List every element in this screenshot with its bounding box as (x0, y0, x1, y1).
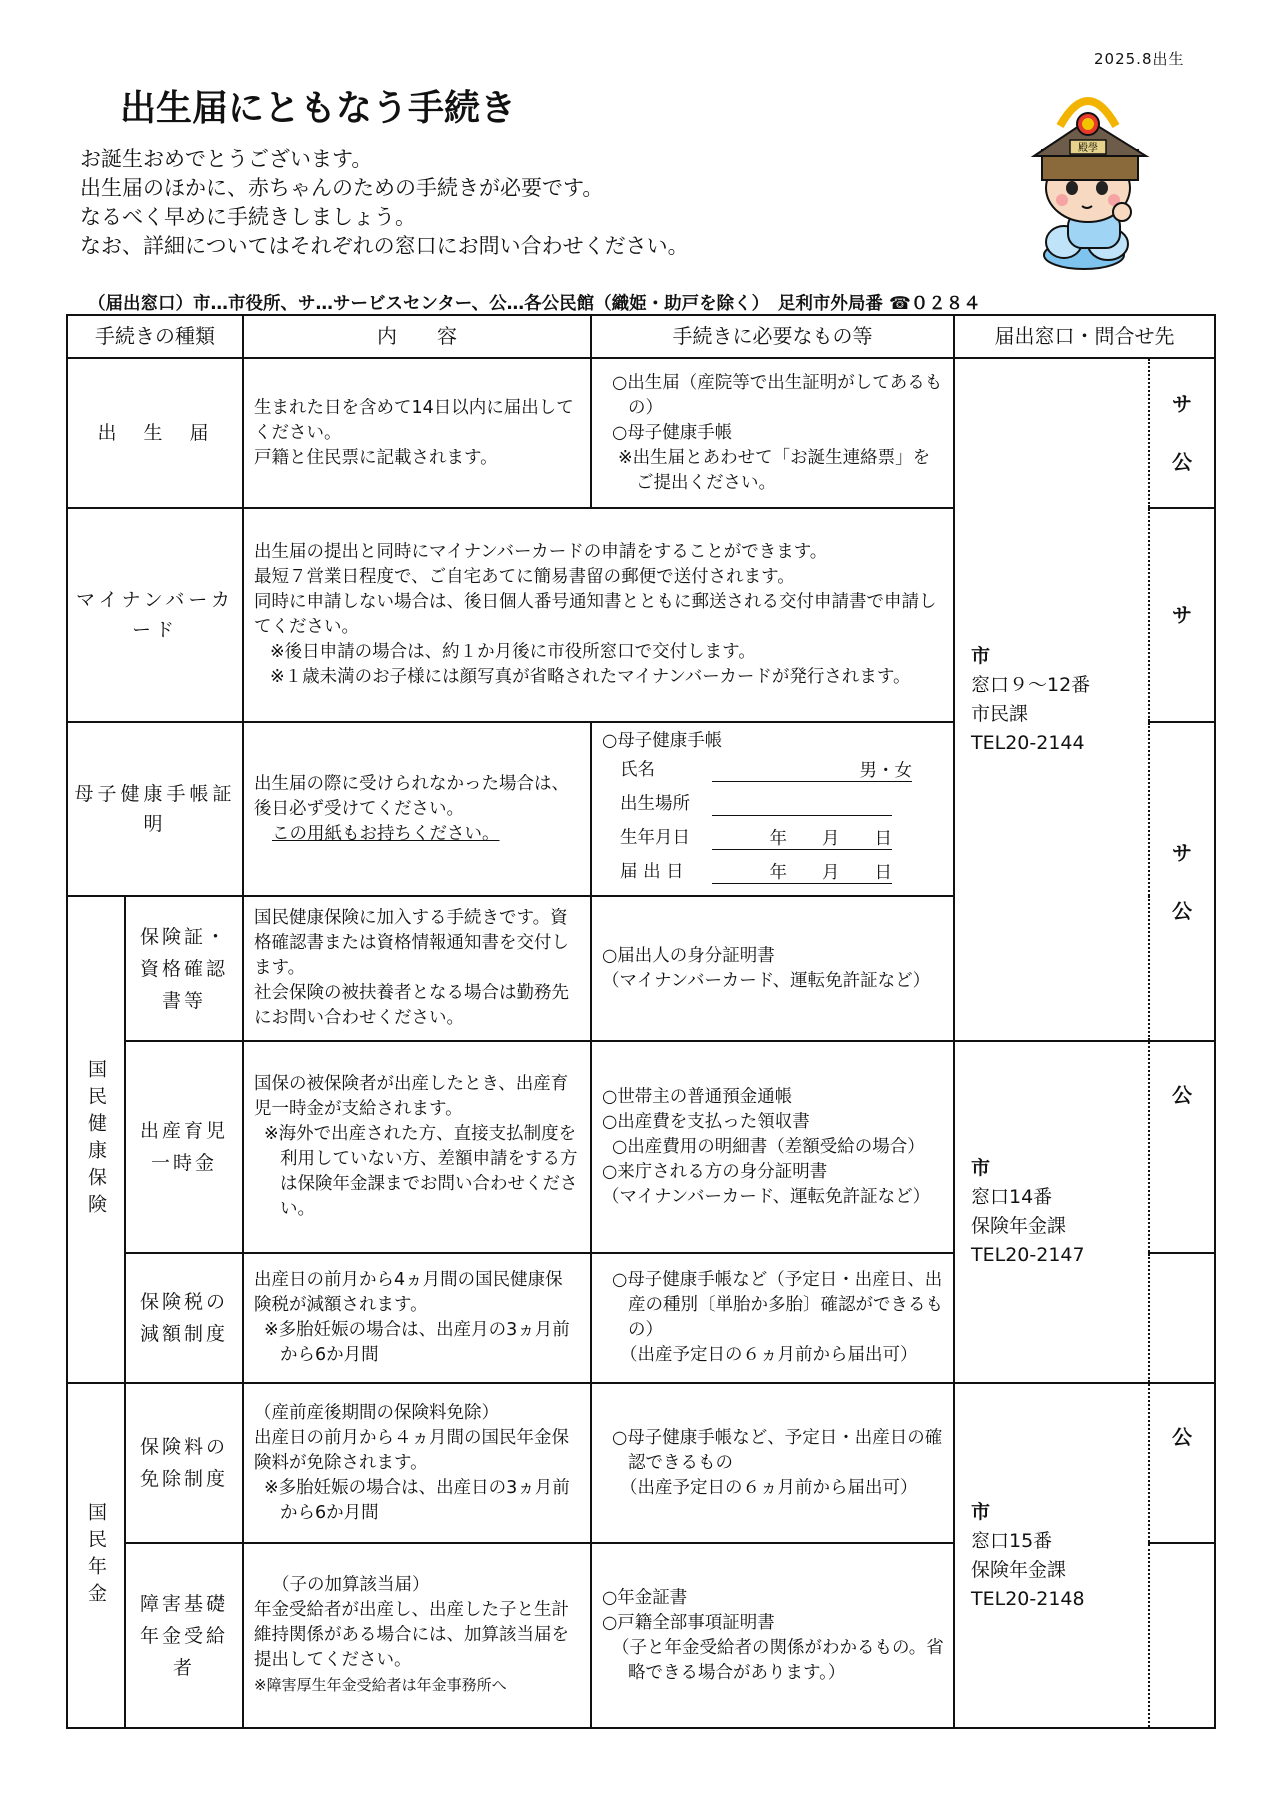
needs-line: ○届出人の身分証明書 (602, 945, 775, 966)
intro-line: お誕生おめでとうございます。 (80, 147, 373, 171)
header-needs: 手続きに必要なもの等 (591, 315, 954, 358)
procedures-table (66, 314, 1216, 1729)
office-line: 市民課 (971, 702, 1029, 725)
content-boshi (243, 722, 591, 896)
needs-shogai (591, 1543, 954, 1728)
field-value: 年 月 日 (712, 827, 892, 850)
needs-line: （マイナンバーカード、運転免許証など） (602, 1186, 931, 1207)
content-line: 社会保険の被扶養者となる場合は勤務先にお問い合わせください。 (254, 983, 569, 1028)
header-content: 内 容 (243, 315, 591, 358)
content-line: 出産日の前月から4ヵ月間の国民健康保険税が減額されます。 (254, 1270, 563, 1315)
content-line: ※海外で出産された方、直接支払制度を利用していない方、差額申請をする方は保険年金課までお問い合わせください。 (264, 1124, 578, 1219)
needs-line: （マイナンバーカード、運転免許証など） (602, 970, 931, 991)
office-line: 窓口14番 (971, 1186, 1053, 1208)
content-line: （産前産後期間の保険料免除） (254, 1402, 499, 1423)
field-label: 氏名 (620, 760, 655, 780)
header-type: 手続きの種類 (67, 315, 243, 358)
group-nenkin: 国民年金 (67, 1383, 125, 1728)
needs-line: （出産予定日の６ヵ月前から届出可） (620, 1345, 918, 1365)
field-value: 年 月 日 (712, 861, 892, 884)
needs-line: ○来庁される方の身分証明書 (602, 1161, 828, 1182)
content-mynumber (243, 508, 954, 722)
table-row (67, 1383, 1215, 1543)
content-line: 年金受給者が出産し、出産した子と生計維持関係がある場合には、加算該当届を提出してください。 (254, 1600, 569, 1670)
intro-line: なるべく早めに手続きしましょう。 (80, 205, 416, 229)
needs-line: ○出産費を支払った領収書 (602, 1111, 810, 1132)
form-field-name (602, 754, 945, 788)
office-name: 市 (971, 1157, 991, 1179)
badges-birth (1149, 358, 1215, 508)
content-line: 国民健康保険に加入する手続きです。資格確認書または資格情報通知書を交付します。 (254, 908, 569, 978)
office-legend: （届出窓口）市…市役所、サ…サービスセンター、公…各公民館（織姫・助戸を除く） 足利市外局番 ☎０２８４ (88, 294, 981, 314)
type-ikuji: 出産育児一時金 (125, 1041, 243, 1253)
content-line: 生まれた日を含めて14日以内に届出してください。 (254, 397, 574, 443)
intro-text (80, 145, 689, 261)
office-name: 市 (971, 644, 991, 667)
office-hoken-15 (954, 1383, 1149, 1728)
content-line: 最短７営業日程度で、ご自宅あてに簡易書留の郵便で送付されます。 (254, 567, 795, 587)
window-badge: 公 (1172, 450, 1192, 474)
needs-birth (591, 358, 954, 508)
badges-mynumber (1149, 508, 1215, 722)
content-line: ※障害厚生年金受給者は年金事務所へ (254, 1676, 507, 1694)
office-name: 市 (971, 1500, 991, 1523)
type-hoken-card: 保険証・資格確認書等 (125, 896, 243, 1041)
type-mynumber: マイナンバーカード (67, 508, 243, 722)
type-boshi: 母子健康手帳証 明 (67, 722, 243, 896)
content-line: 同時に申請しない場合は、後日個人番号通知書とともに郵送される交付申請書で申請してください。 (254, 592, 937, 637)
needs-line: ○出生届（産院等で出生証明がしてあるもの） (612, 372, 943, 418)
content-line: （子の加算該当届） (272, 1575, 430, 1595)
group-kokuho: 国民健康保険 (67, 896, 125, 1383)
content-line: ※１歳未満のお子様には顔写真が省略されたマイナンバーカードが発行されます。 (270, 667, 911, 687)
content-line: 出産日の前月から４ヵ月間の国民年金保険料が免除されます。 (254, 1427, 569, 1473)
needs-line: ○母子健康手帳 (612, 422, 733, 443)
content-line: 戸籍と住民票に記載されます。 (254, 447, 498, 468)
type-hokenryo: 保険料の免除制度 (125, 1383, 243, 1543)
window-badge: サ (1172, 840, 1192, 865)
field-label: 出生場所 (620, 794, 690, 814)
content-hokenzei (243, 1253, 591, 1383)
mascot-illustration (1030, 80, 1170, 270)
needs-line: ○母子健康手帳 (602, 730, 723, 751)
document-code: 2025.8出生 (1094, 50, 1185, 68)
window-badge: 公 (1172, 1083, 1192, 1107)
needs-boshi (591, 722, 954, 896)
badges-ikuji (1149, 1041, 1215, 1253)
office-line: TEL20-2144 (971, 731, 1085, 754)
needs-line: ○年金証書 (602, 1587, 688, 1608)
office-line: TEL20-2147 (971, 1244, 1085, 1266)
header-office: 届出窓口・問合せ先 (954, 315, 1215, 358)
type-birth: 出 生 届 (67, 358, 243, 508)
content-hoken-card (243, 896, 591, 1041)
needs-line: ○母子健康手帳など（予定日・出産日、出産の種別〔単胎か多胎〕確認ができるもの） (612, 1270, 943, 1340)
intro-line: なお、詳細についてはそれぞれの窓口にお問い合わせください。 (80, 234, 689, 258)
field-value: 男・女 (712, 759, 912, 782)
content-ikuji (243, 1041, 591, 1253)
office-hoken-14 (954, 1041, 1149, 1383)
office-line: 窓口15番 (971, 1529, 1053, 1552)
badges-shogai-empty (1149, 1543, 1215, 1728)
needs-line: （子と年金受給者の関係がわかるもの。省略できる場合があります。） (612, 1637, 944, 1683)
office-shimin (954, 358, 1149, 1041)
form-field-birthdate (602, 822, 945, 856)
badges-hokenryo (1149, 1383, 1215, 1543)
content-line: ※後日申請の場合は、約１か月後に市役所窓口で交付します。 (270, 642, 756, 662)
header-row (67, 315, 1215, 358)
needs-hokenryo (591, 1383, 954, 1543)
needs-ikuji (591, 1041, 954, 1253)
needs-line: ○出産費用の明細書（差額受給の場合） (612, 1136, 925, 1157)
content-birth (243, 358, 591, 508)
form-field-birthplace (602, 788, 945, 822)
content-line: 出生届の提出と同時にマイナンバーカードの申請をすることができます。 (254, 542, 828, 562)
page-title: 出生届にともなう手続き (120, 88, 517, 129)
form-field-filingdate (602, 856, 945, 890)
needs-line: ○母子健康手帳など、予定日・出産日の確認できるもの (612, 1427, 943, 1473)
content-line: この用紙もお持ちください。 (272, 823, 500, 844)
content-line: ※多胎妊娠の場合は、出産月の3ヵ月前から6か月間 (264, 1320, 570, 1365)
needs-line: ○世帯主の普通預金通帳 (602, 1086, 793, 1107)
needs-line: ※出生届とあわせて「お誕生連絡票」をご提出ください。 (618, 447, 931, 493)
badges-boshi (1149, 722, 1215, 1041)
window-badge: サ (1172, 392, 1192, 416)
window-badge: 公 (1172, 1425, 1192, 1449)
type-shogai: 障害基礎年金受給者 (125, 1543, 243, 1728)
office-line: TEL20-2148 (971, 1587, 1085, 1610)
content-hokenryo (243, 1383, 591, 1543)
field-label: 生年月日 (620, 828, 690, 848)
field-value (712, 793, 892, 816)
badges-hokenzei-empty (1149, 1253, 1215, 1383)
needs-line: （出産予定日の６ヵ月前から届出可） (620, 1477, 918, 1498)
content-line: ※多胎妊娠の場合は、出産日の3ヵ月前から6か月間 (264, 1477, 570, 1523)
window-badge: サ (1172, 603, 1192, 627)
office-line: 保険年金課 (971, 1215, 1067, 1237)
office-line: 窓口９～12番 (971, 673, 1091, 696)
window-badge: 公 (1172, 898, 1192, 923)
intro-line: 出生届のほかに、赤ちゃんのための手続きが必要です。 (80, 176, 604, 200)
content-line: 出生届の際に受けられなかった場合は、後日必ず受けてください。 (254, 773, 569, 819)
table-row (67, 1041, 1215, 1253)
needs-hoken-card (591, 896, 954, 1041)
needs-hokenzei (591, 1253, 954, 1383)
svg-text:殿學: 殿學 (1078, 143, 1098, 154)
table-row (67, 358, 1215, 508)
office-line: 保険年金課 (971, 1558, 1067, 1581)
needs-line: ○戸籍全部事項証明書 (602, 1612, 775, 1633)
type-hokenzei: 保険税の減額制度 (125, 1253, 243, 1383)
content-line: 国保の被保険者が出産したとき、出産育児一時金が支給されます。 (254, 1074, 569, 1119)
content-shogai (243, 1543, 591, 1728)
field-label: 届 出 日 (620, 862, 684, 882)
